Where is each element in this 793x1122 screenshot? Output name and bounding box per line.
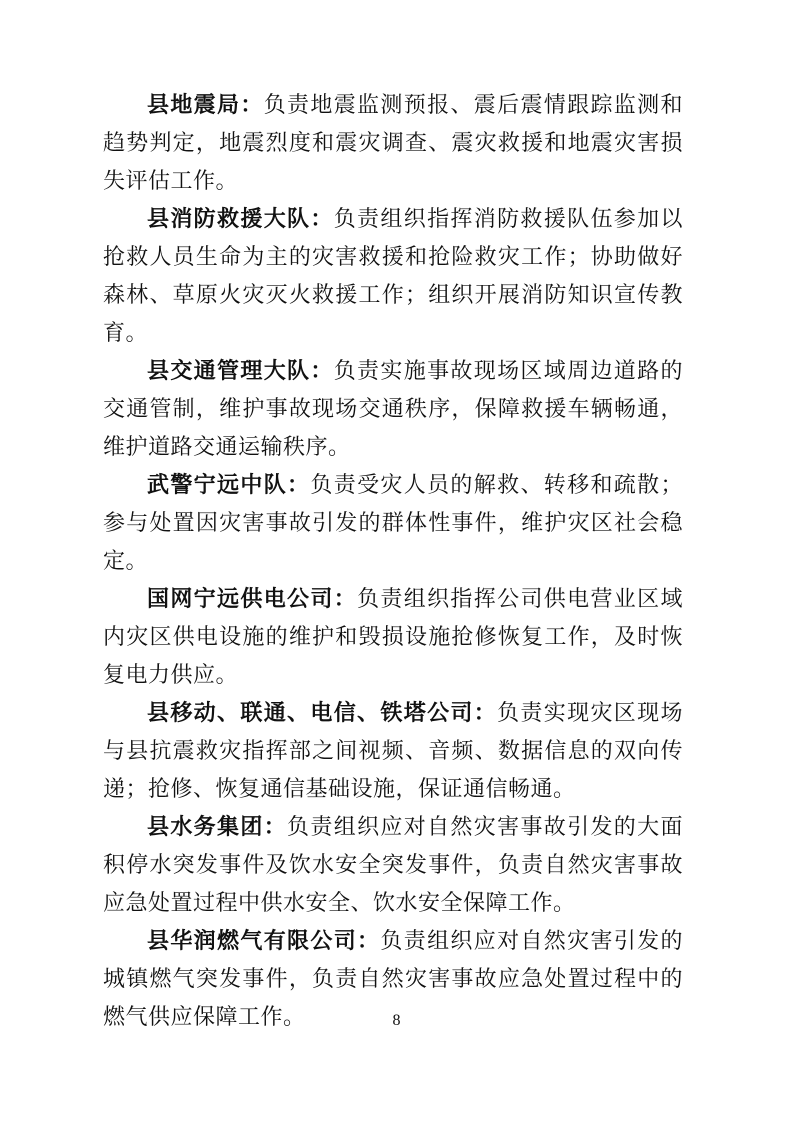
paragraph-text: 负责组织指挥消防救援队伍参加以抢救人员生命为主的灾害救援和抢险救灾工作；协助做好森林、草原火灾灭火救援工作；组织开展消防知识宣传教育。 xyxy=(103,206,683,345)
paragraph xyxy=(103,466,683,580)
paragraph xyxy=(103,352,683,466)
paragraph-heading: 县水务集团： xyxy=(147,814,288,839)
paragraph-text: 负责组织应对自然灾害事故引发的大面积停水突发事件及饮水安全突发事件，负责自然灾害事故应急处置过程中供水安全、饮水安全保障工作。 xyxy=(103,814,683,915)
paragraph xyxy=(103,580,683,694)
paragraph-heading: 县消防救援大队： xyxy=(147,206,334,231)
paragraph-text: 负责地震监测预报、震后震情跟踪监测和趋势判定，地震烈度和震灾调查、震灾救援和地震灾害损失评估工作。 xyxy=(103,92,683,193)
page-number: 8 xyxy=(392,1012,401,1029)
paragraph-text: 负责组织应对自然灾害引发的城镇燃气突发事件，负责自然灾害事故应急处置过程中的燃气供应保障工作。 xyxy=(103,928,683,1029)
paragraph-text: 负责受灾人员的解救、转移和疏散；参与处置因灾害事故引发的群体性事件，维护灾区社会稳定。 xyxy=(103,472,683,573)
paragraph xyxy=(103,694,683,808)
paragraph xyxy=(103,86,683,200)
paragraph-heading: 县华润燃气有限公司： xyxy=(147,928,381,953)
paragraph-heading: 武警宁远中队： xyxy=(147,472,311,497)
paragraph xyxy=(103,808,683,922)
paragraph-text: 负责实现灾区现场与县抗震救灾指挥部之间视频、音频、数据信息的双向传递；抢修、恢复通信基础设施，保证通信畅通。 xyxy=(103,700,683,801)
paragraph-heading: 县移动、联通、电信、铁塔公司： xyxy=(147,700,498,725)
paragraph-heading: 县地震局： xyxy=(147,92,264,117)
document-body xyxy=(103,86,683,1036)
paragraph-text: 负责组织指挥公司供电营业区域内灾区供电设施的维护和毁损设施抢修恢复工作，及时恢复电力供应。 xyxy=(103,586,683,687)
paragraph-heading: 县交通管理大队： xyxy=(147,358,334,383)
paragraph xyxy=(103,200,683,352)
paragraph-text: 负责实施事故现场区域周边道路的交通管制，维护事故现场交通秩序，保障救援车辆畅通，维护道路交通运输秩序。 xyxy=(103,358,683,459)
paragraph-heading: 国网宁远供电公司： xyxy=(147,586,358,611)
